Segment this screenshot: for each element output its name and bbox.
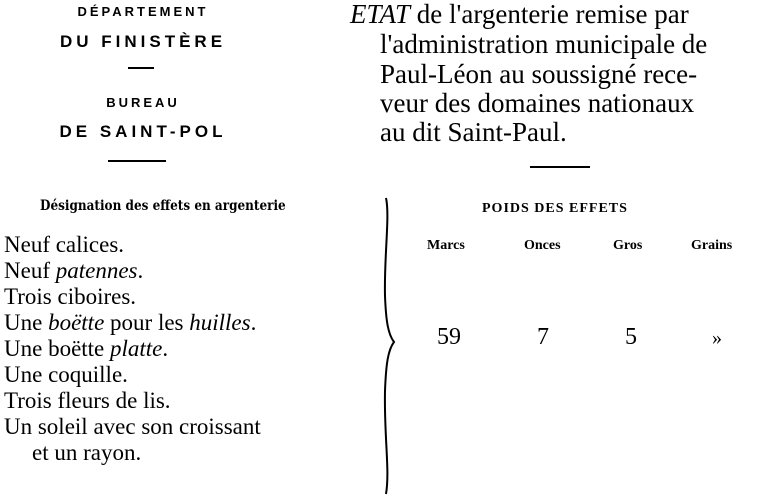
items-list [4, 232, 261, 466]
header-divider [108, 160, 166, 162]
title-line-5: au dit Saint-Paul. [380, 117, 567, 147]
list-item: Une coquille. [4, 362, 128, 387]
list-item: Une boëtte platte. [4, 336, 169, 361]
header-dash [128, 67, 154, 69]
unit-gros: Gros [613, 238, 643, 253]
value-marcs: 59 [437, 324, 461, 350]
list-item: Trois fleurs de lis. [4, 388, 171, 413]
value-gros: 5 [625, 324, 637, 350]
value-onces: 7 [537, 324, 549, 350]
title-line-1 [350, 0, 689, 29]
list-item: Neuf patennes. [4, 258, 144, 283]
unit-onces: Onces [524, 238, 561, 253]
value-grains: » [712, 327, 722, 349]
bureau-label: BUREAU [106, 95, 180, 110]
list-item: Une boëtte pour les huilles. [4, 310, 257, 335]
title-lead: ETAT [350, 0, 411, 29]
list-item: Trois ciboires. [4, 284, 137, 309]
list-item: et un rayon. [32, 440, 142, 465]
curly-brace-icon [368, 196, 398, 496]
department-label: DÉPARTEMENT [77, 4, 209, 19]
unit-marcs: Marcs [427, 238, 465, 253]
bureau-name: DE SAINT-POL [59, 122, 227, 141]
weight-header: POIDS DES EFFETS [482, 201, 628, 216]
department-name: DU FINISTÈRE [59, 32, 227, 51]
title-line-2: l'administration municipale de [380, 29, 708, 59]
title-line-3: Paul-Léon au soussigné rece- [380, 59, 698, 89]
title-line-1-rest: de l'argenterie remise par [410, 0, 689, 29]
title-line-4: veur des domaines nationaux [380, 88, 695, 118]
title-divider [530, 166, 590, 168]
designation-header: Désignation des effets en argenterie [40, 198, 286, 214]
list-item: Neuf calices. [4, 232, 125, 257]
unit-grains: Grains [691, 238, 733, 253]
list-item: Un soleil avec son croissant [4, 414, 261, 439]
